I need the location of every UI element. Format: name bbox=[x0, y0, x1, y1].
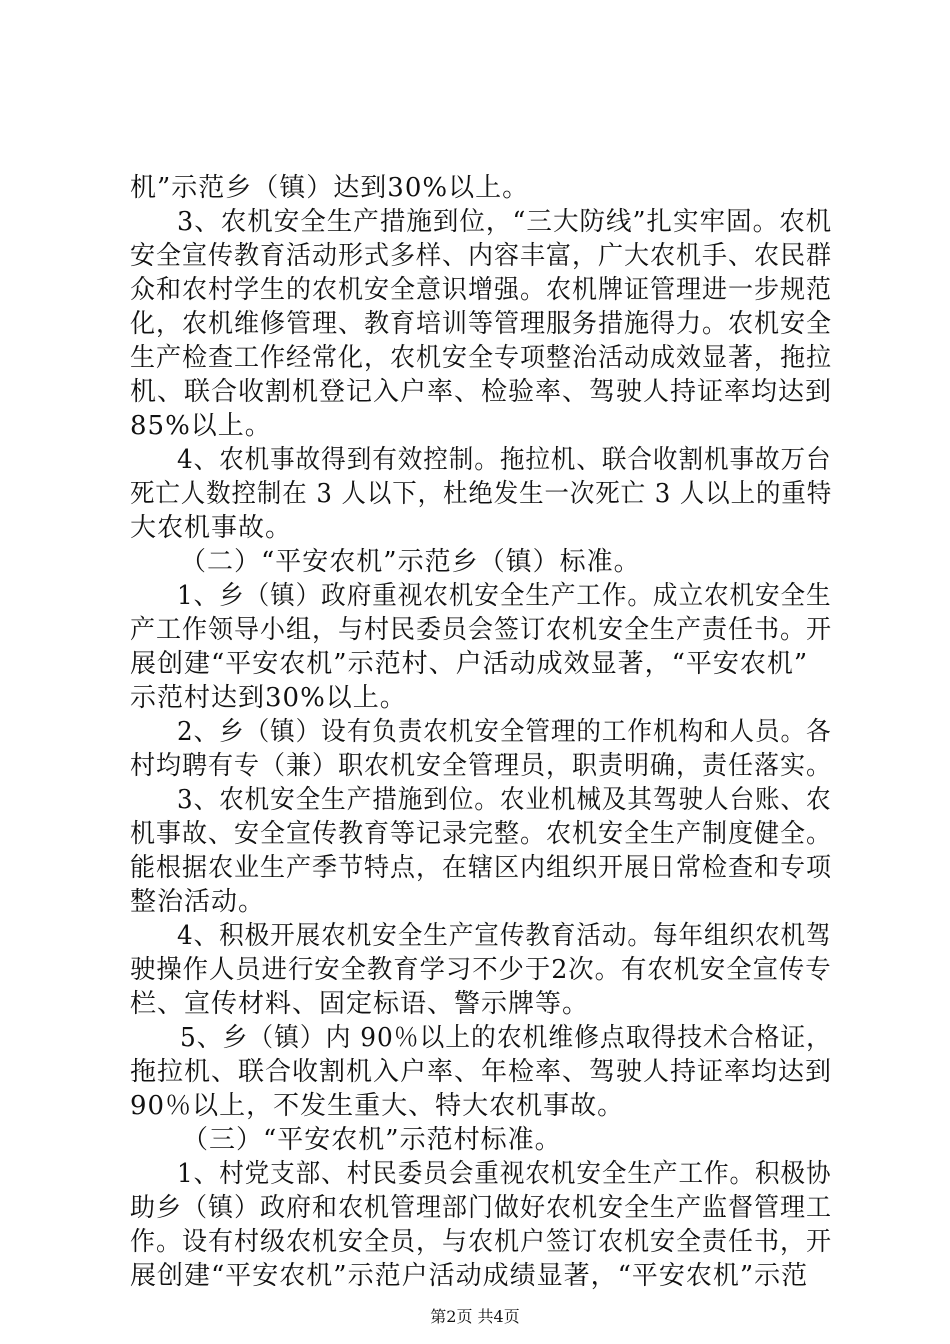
text-line: 90％以上，不发生重大、特大农机事故。 bbox=[130, 1091, 625, 1121]
text-line: 1、乡（镇）政府重视农机安全生产工作。成立农机安全生 bbox=[177, 581, 832, 611]
text-line: 机、联合收割机登记入户率、检验率、驾驶人持证率均达到 bbox=[130, 377, 833, 407]
text-line: 死亡人数控制在 3 人以下，杜绝发生一次死亡 3 人以上的重特 bbox=[130, 479, 833, 509]
text-line: 化，农机维修管理、教育培训等管理服务措施得力。农机安全 bbox=[130, 309, 833, 339]
text-line: 5、乡（镇）内 90％以上的农机维修点取得技术合格证， bbox=[180, 1023, 832, 1053]
text-line: 机”示范乡（镇）达到30%以上。 bbox=[130, 173, 530, 203]
text-line: 作。设有村级农机安全员，与农机户签订农机安全责任书，开 bbox=[130, 1227, 833, 1257]
text-line: 3、农机安全生产措施到位，“三大防线”扎实牢固。农机 bbox=[177, 207, 833, 237]
page-number-footer: 第2页 共4页 bbox=[430, 1307, 520, 1326]
text-line: 2、乡（镇）设有负责农机安全管理的工作机构和人员。各 bbox=[177, 717, 832, 747]
text-line: 生产检查工作经常化，农机安全专项整治活动成效显著，拖拉 bbox=[130, 343, 833, 373]
text-line: 展创建“平安农机”示范户活动成绩显著，“平安农机”示范 bbox=[130, 1261, 809, 1291]
text-line: 能根据农业生产季节特点，在辖区内组织开展日常检查和专项 bbox=[130, 853, 833, 883]
text-line: 1、村党支部、村民委员会重视农机安全生产工作。积极协 bbox=[177, 1159, 832, 1189]
text-line: 机事故、安全宣传教育等记录完整。农机安全生产制度健全。 bbox=[130, 819, 833, 849]
text-line: 栏、宣传材料、固定标语、警示牌等。 bbox=[130, 989, 590, 1019]
section-heading: （三）“平安农机”示范村标准。 bbox=[182, 1125, 562, 1155]
text-line: 4、农机事故得到有效控制。拖拉机、联合收割机事故万台 bbox=[177, 445, 832, 475]
text-line: 助乡（镇）政府和农机管理部门做好农机安全生产监督管理工 bbox=[130, 1193, 833, 1223]
text-line: 示范村达到30%以上。 bbox=[130, 683, 407, 713]
text-line: 展创建“平安农机”示范村、户活动成效显著，“平安农机” bbox=[130, 649, 809, 679]
text-line: 产工作领导小组，与村民委员会签订农机安全生产责任书。开 bbox=[130, 615, 833, 645]
text-line: 85%以上。 bbox=[130, 411, 272, 441]
text-line: 村均聘有专（兼）职农机安全管理员，职责明确，责任落实。 bbox=[130, 751, 833, 781]
text-line: 4、积极开展农机安全生产宣传教育活动。每年组织农机驾 bbox=[177, 921, 832, 951]
text-line: 拖拉机、联合收割机入户率、年检率、驾驶人持证率均达到 bbox=[130, 1057, 833, 1087]
section-heading: （二）“平安农机”示范乡（镇）标准。 bbox=[180, 547, 641, 577]
text-line: 安全宣传教育活动形式多样、内容丰富，广大农机手、农民群 bbox=[130, 241, 833, 271]
text-line: 3、农机安全生产措施到位。农业机械及其驾驶人台账、农 bbox=[177, 785, 832, 815]
text-line: 大农机事故。 bbox=[130, 513, 293, 543]
text-line: 整治活动。 bbox=[130, 887, 266, 917]
text-line: 众和农村学生的农机安全意识增强。农机牌证管理进一步规范 bbox=[130, 275, 833, 305]
text-line: 驶操作人员进行安全教育学习不少于2次。有农机安全宣传专 bbox=[130, 955, 832, 985]
